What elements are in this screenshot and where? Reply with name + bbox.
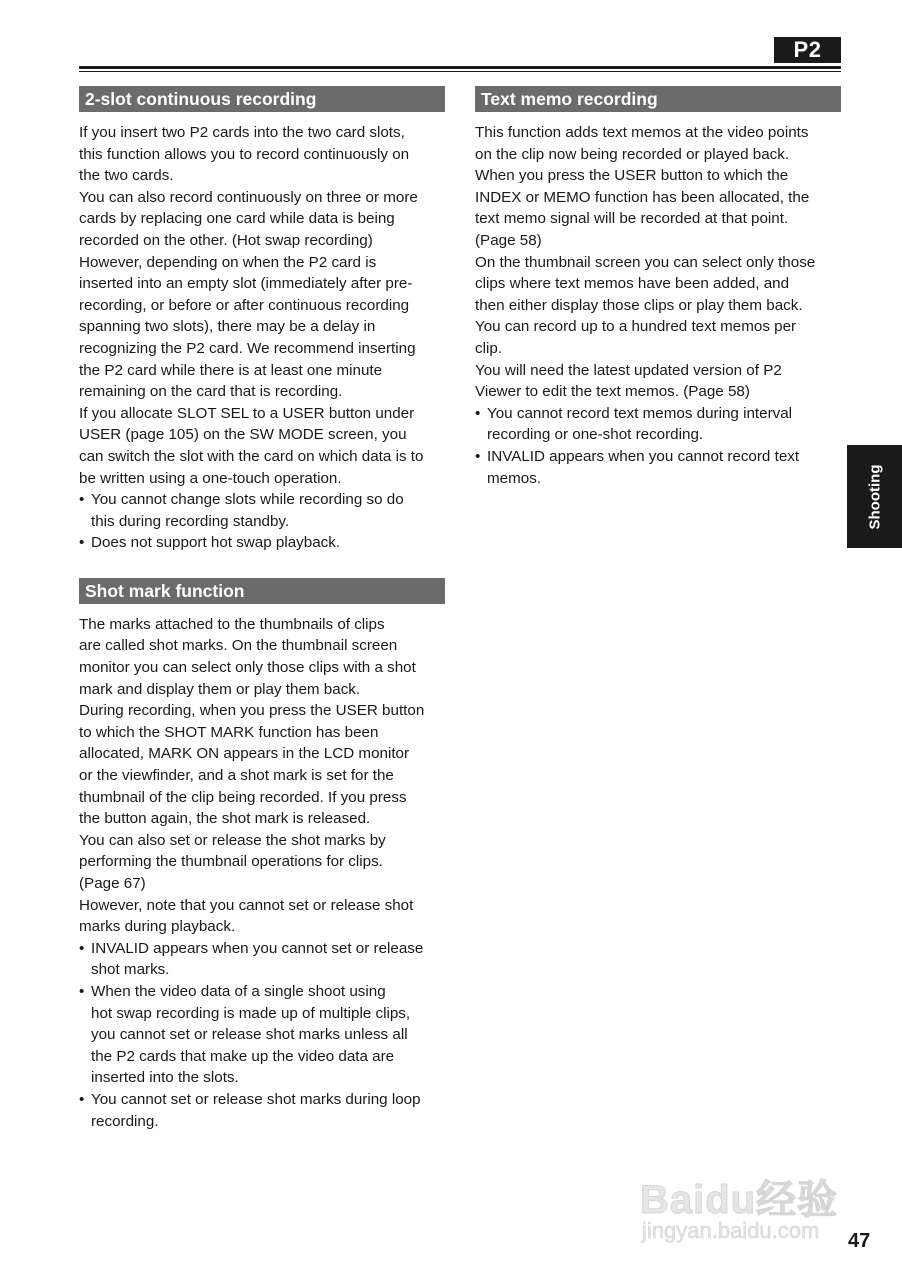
watermark-url: jingyan.baidu.com bbox=[642, 1218, 820, 1243]
chapter-tab-label: Shooting bbox=[866, 464, 883, 529]
bullet-list bbox=[79, 938, 445, 1132]
section-text-memo bbox=[475, 86, 841, 489]
bullet-item: • INVALID appears when you cannot set or release shot marks. bbox=[79, 938, 445, 981]
bullet-list bbox=[475, 403, 841, 489]
bullet-item: • Does not support hot swap playback. bbox=[79, 532, 445, 554]
bullet-item: • When the video data of a single shoot using hot swap recording is made up of multiple clips, you cannot set or release shot marks unless all the P2 cards that make up the video data are inserted into the slots. bbox=[79, 981, 445, 1089]
section-paragraph: This function adds text memos at the video points on the clip now being recorded or played back. When you press the USER button to which the INDEX or MEMO function has been allocated, the text memo signal will be recorded at that point. (Page 58) On the thumbnail screen you can select only those clips where text memos have been added, and then either display those clips or play them back. You can record up to a hundred text memos per clip. You will need the latest updated version of P2 Viewer to edit the text memos. (Page 58) bbox=[475, 124, 816, 401]
section-paragraph: The marks attached to the thumbnails of clips are called shot marks. On the thumbnail screen monitor you can select only those clips with a shot mark and display them or play them back. During recording, when you press the USER button to which the SHOT MARK function has been allocated, MARK ON appears in the LCD monitor or the viewfinder, and a shot mark is set for the thumbnail of the clip being recorded. If you press the button again, the shot mark is released. You can also set or release the shot marks by performing the thumbnail operations for clips. (Page 67) However, note that you cannot set or release shot marks during playback. bbox=[79, 615, 425, 936]
bullet-item: • You cannot set or release shot marks during loop recording. bbox=[79, 1089, 445, 1132]
page-number: 47 bbox=[848, 1230, 871, 1252]
section-heading: 2-slot continuous recording bbox=[79, 86, 445, 112]
section-paragraph: If you insert two P2 cards into the two card slots, this function allows you to record continuously on the two cards. You can also record continuously on three or more cards by replacing one card while data is being recorded on the other. (Hot swap recording) However, depending on when the P2 card is inserted into an empty slot (immediately after pre- recording, or before or after continuous recording spanning two slots), there may be a delay in recognizing the P2 card. We recommend inserting the P2 card while there is at least one minute remaining on the card that is recording. If you allocate SLOT SEL to a USER button under USER (page 105) on the SW MODE screen, you can switch the slot with the card on which data is to be written using a one-touch operation. bbox=[79, 124, 424, 487]
bullet-item: • INVALID appears when you cannot record text memos. bbox=[475, 446, 841, 489]
watermark-brand: Baidu经验 bbox=[640, 1178, 839, 1222]
header-rule bbox=[79, 66, 841, 69]
bullet-item: • You cannot record text memos during interval recording or one-shot recording. bbox=[475, 403, 841, 446]
bullet-list bbox=[79, 489, 445, 554]
section-slot-recording bbox=[79, 86, 445, 554]
chapter-tab bbox=[847, 445, 902, 548]
section-badge: P2 bbox=[774, 37, 841, 63]
section-heading: Text memo recording bbox=[475, 86, 841, 112]
header-rule-thin bbox=[79, 71, 841, 72]
watermark bbox=[640, 1140, 860, 1250]
section-heading: Shot mark function bbox=[79, 578, 445, 604]
right-column bbox=[475, 86, 841, 489]
section-shot-mark bbox=[79, 578, 445, 1132]
left-column bbox=[79, 86, 445, 1132]
bullet-item: • You cannot change slots while recording so do this during recording standby. bbox=[79, 489, 445, 532]
